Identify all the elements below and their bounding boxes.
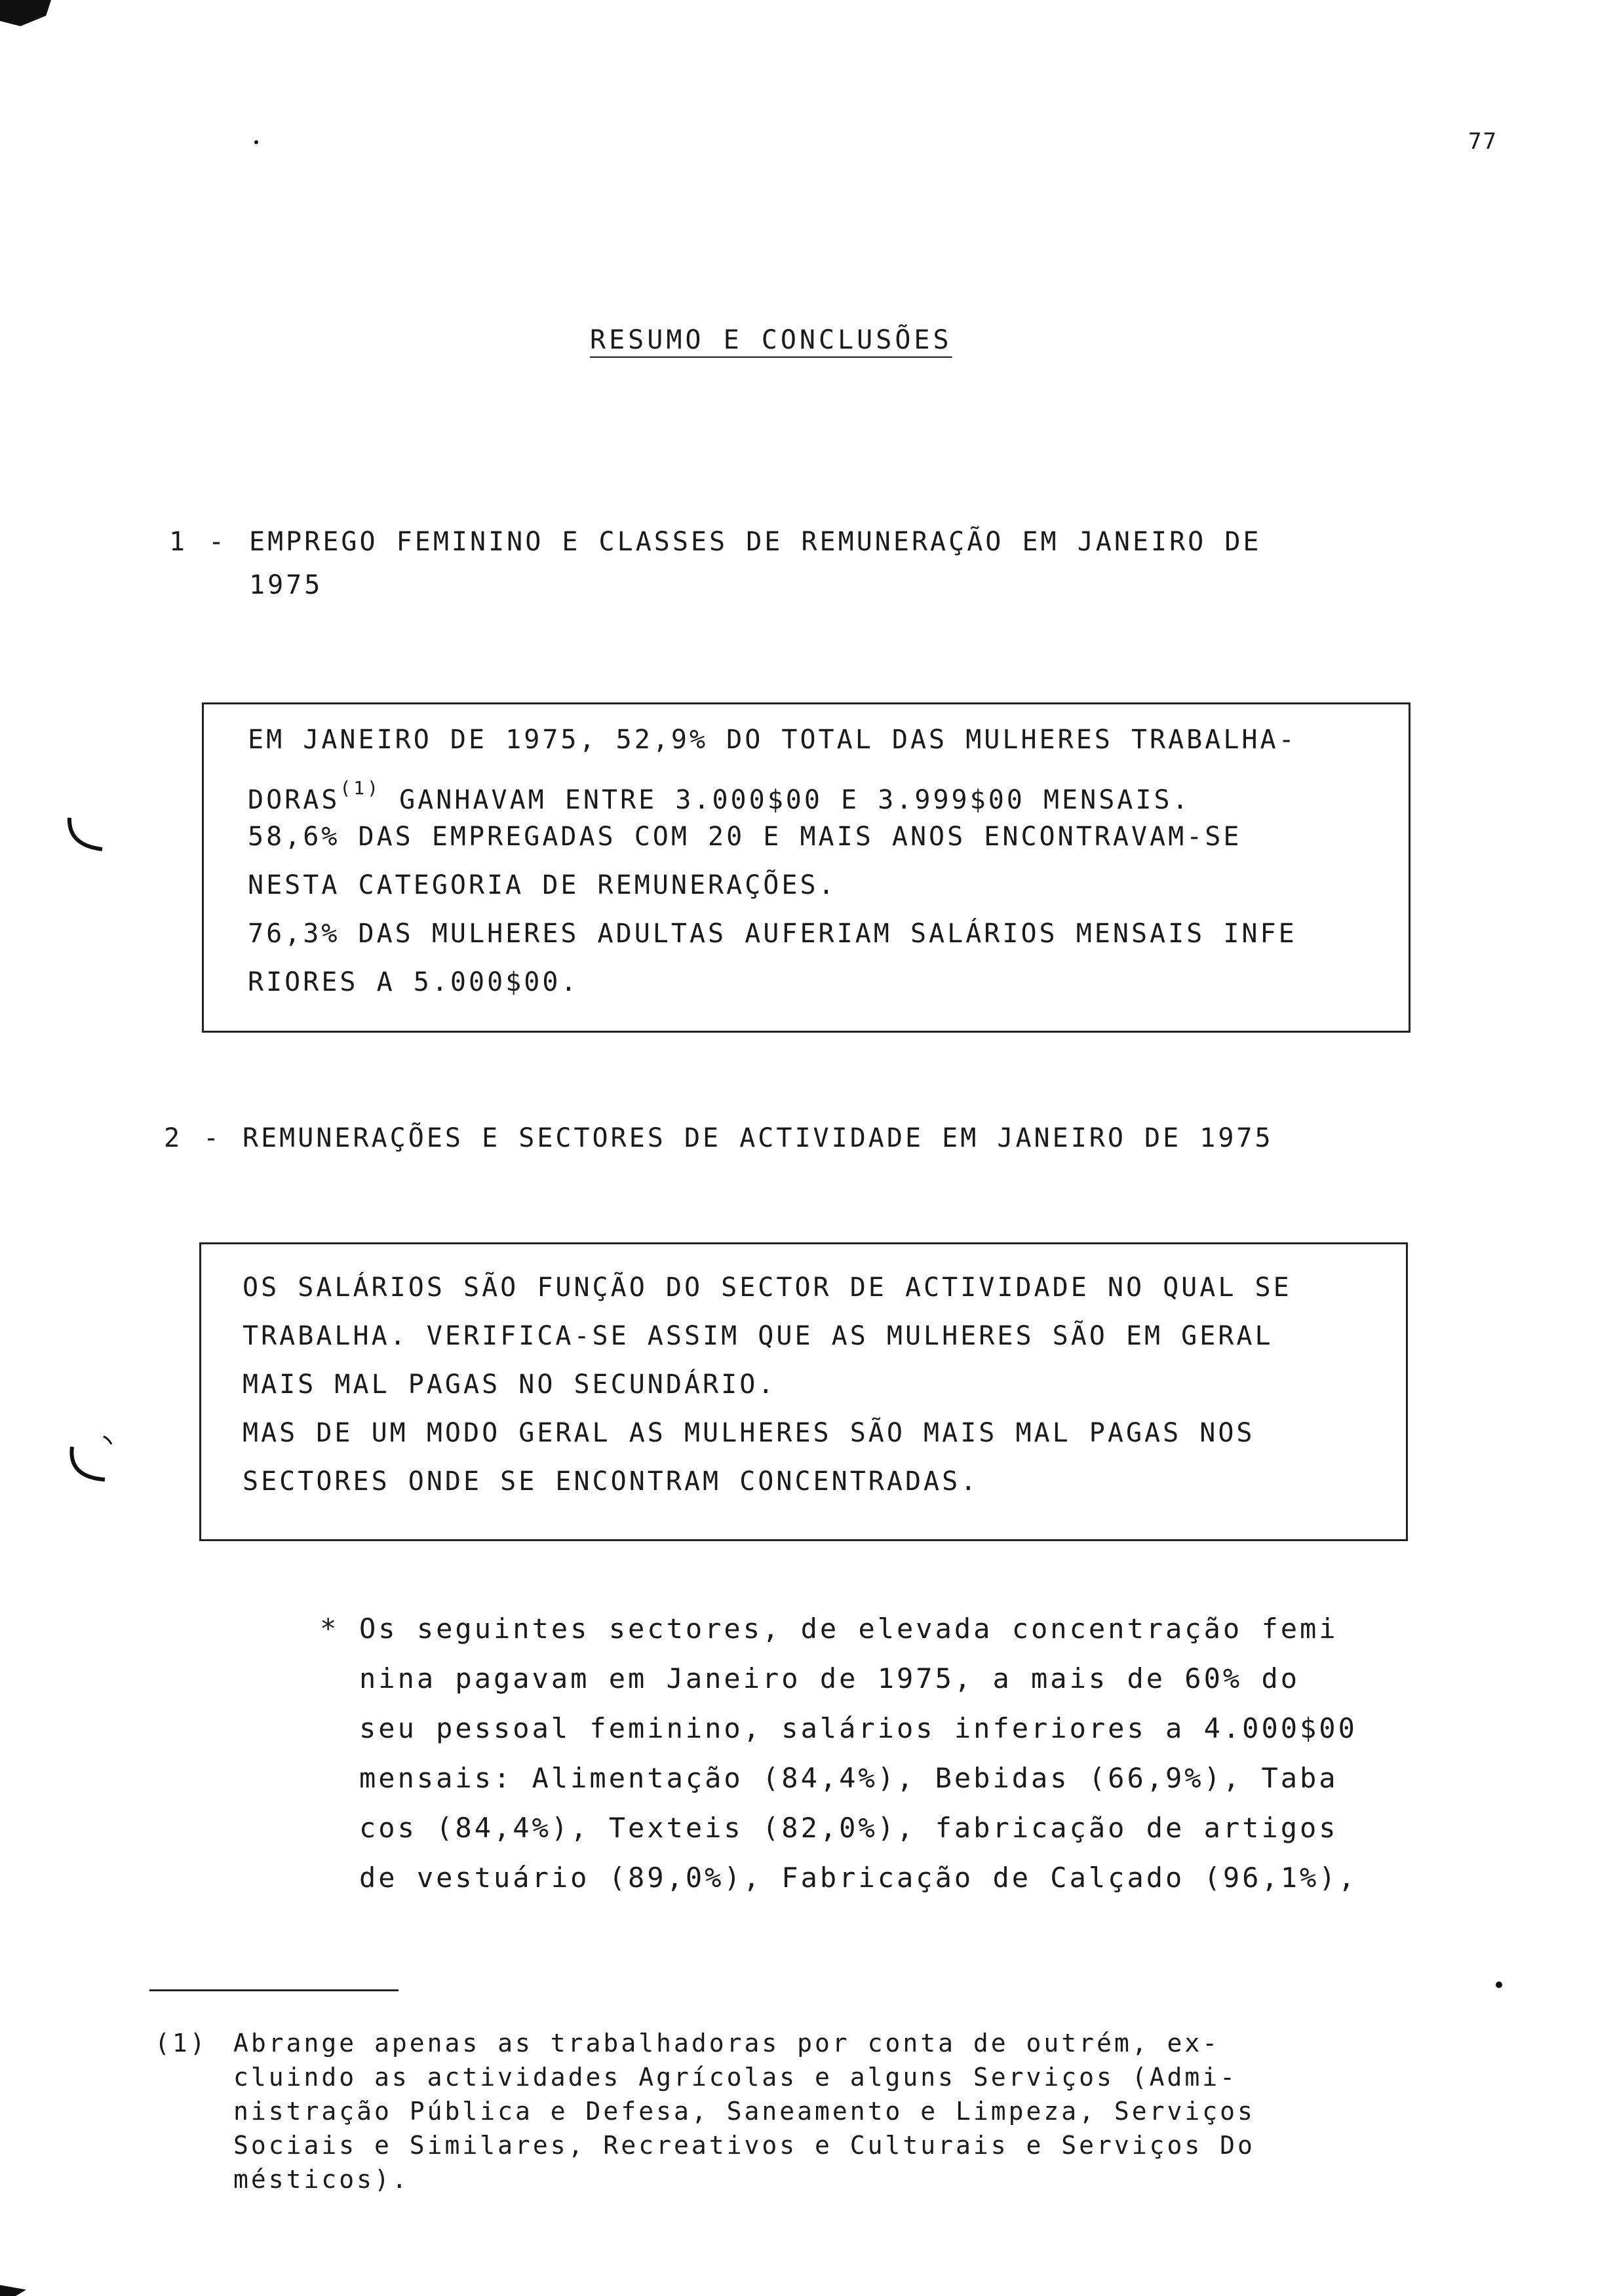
section-2-dash: - xyxy=(203,1123,222,1153)
box1-line-2-start: DORAS xyxy=(248,785,340,815)
scan-dot-right xyxy=(1496,1981,1502,1988)
box1-line-3: 58,6% DAS EMPREGADAS COM 20 E MAIS ANOS ENCONTRAVAM-SE xyxy=(248,822,1242,852)
section-2-heading: REMUNERAÇÕES E SECTORES DE ACTIVIDADE EM JANEIRO DE 1975 xyxy=(243,1123,1274,1153)
box1-line-4: NESTA CATEGORIA DE REMUNERAÇÕES. xyxy=(248,870,837,900)
bullet-marker: * xyxy=(320,1613,337,1645)
footnote-divider xyxy=(149,1989,399,1991)
scan-mark-bottom-left xyxy=(0,2280,26,2296)
box1-line-2 xyxy=(248,764,1297,813)
bullet-line-3: seu pessoal feminino, salários inferiores a 4.000$00 xyxy=(359,1712,1357,1744)
section-1-summary-text xyxy=(248,716,1297,1006)
section-2-summary-text xyxy=(243,1263,1292,1506)
scan-mark-top-left xyxy=(0,0,51,26)
bullet-line-1: Os seguintes sectores, de elevada concentração femi xyxy=(359,1613,1338,1645)
footnote-line-1: Abrange apenas as trabalhadoras por conta de outrém, ex- xyxy=(233,2029,1220,2057)
footnote-marker: (1) xyxy=(155,2029,208,2057)
section-1-number: 1 xyxy=(169,527,188,557)
box1-line-6: RIORES A 5.000$00. xyxy=(248,967,579,997)
box2-line-4: MAS DE UM MODO GERAL AS MULHERES SÃO MAIS MAL PAGAS NOS xyxy=(243,1418,1255,1448)
footnote-line-3: nistração Pública e Defesa, Saneamento e Limpeza, Serviços xyxy=(233,2097,1255,2126)
box2-line-5: SECTORES ONDE SE ENCONTRAM CONCENTRADAS. xyxy=(243,1466,979,1497)
footnote-line-5: mésticos). xyxy=(233,2165,410,2194)
box1-line-5: 76,3% DAS MULHERES ADULTAS AUFERIAM SALÁRIOS MENSAIS INFE xyxy=(248,919,1297,949)
section-2-number: 2 xyxy=(164,1123,183,1153)
page-title: RESUMO E CONCLUSÕES xyxy=(590,325,952,355)
footnote-line-2: cluindo as actividades Agrícolas e alguns Serviços (Admi- xyxy=(233,2063,1238,2092)
section-1-heading xyxy=(249,520,1262,607)
section-1-heading-line-1: EMPREGO FEMININO E CLASSES DE REMUNERAÇÃO EM JANEIRO DE xyxy=(249,527,1262,557)
bullet-line-5: cos (84,4%), Texteis (82,0%), fabricação de artigos xyxy=(359,1812,1338,1844)
box1-line-1: EM JANEIRO DE 1975, 52,9% DO TOTAL DAS MULHERES TRABALHA- xyxy=(248,725,1297,755)
bullet-line-2: nina pagavam em Janeiro de 1975, a mais de 60% do xyxy=(359,1662,1300,1694)
bullet-line-6: de vestuário (89,0%), Fabricação de Calçado (96,1%), xyxy=(359,1862,1357,1894)
footnote-text xyxy=(233,2026,1255,2196)
margin-curve-mark-2 xyxy=(63,1432,122,1485)
box2-line-1: OS SALÁRIOS SÃO FUNÇÃO DO SECTOR DE ACTIVIDADE NO QUAL SE xyxy=(243,1272,1292,1303)
box2-line-3: MAIS MAL PAGAS NO SECUNDÁRIO. xyxy=(243,1369,777,1400)
section-1-heading-line-2: 1975 xyxy=(249,570,323,600)
box2-line-2: TRABALHA. VERIFICA-SE ASSIM QUE AS MULHERES SÃO EM GERAL xyxy=(243,1321,1274,1351)
footnote-line-4: Sociais e Similares, Recreativos e Culturais e Serviços Do xyxy=(233,2131,1255,2160)
box1-line-2-end: GANHAVAM ENTRE 3.000$00 E 3.999$00 MENSAIS. xyxy=(381,785,1191,815)
margin-curve-mark-1 xyxy=(63,815,109,854)
page-number: 77 xyxy=(1468,128,1498,155)
scan-dot-top xyxy=(254,140,258,144)
section-1-dash: - xyxy=(208,527,227,557)
bullet-paragraph xyxy=(359,1604,1357,1903)
bullet-line-4: mensais: Alimentação (84,4%), Bebidas (66,9%), Taba xyxy=(359,1762,1338,1794)
footnote-reference: (1) xyxy=(340,777,381,799)
